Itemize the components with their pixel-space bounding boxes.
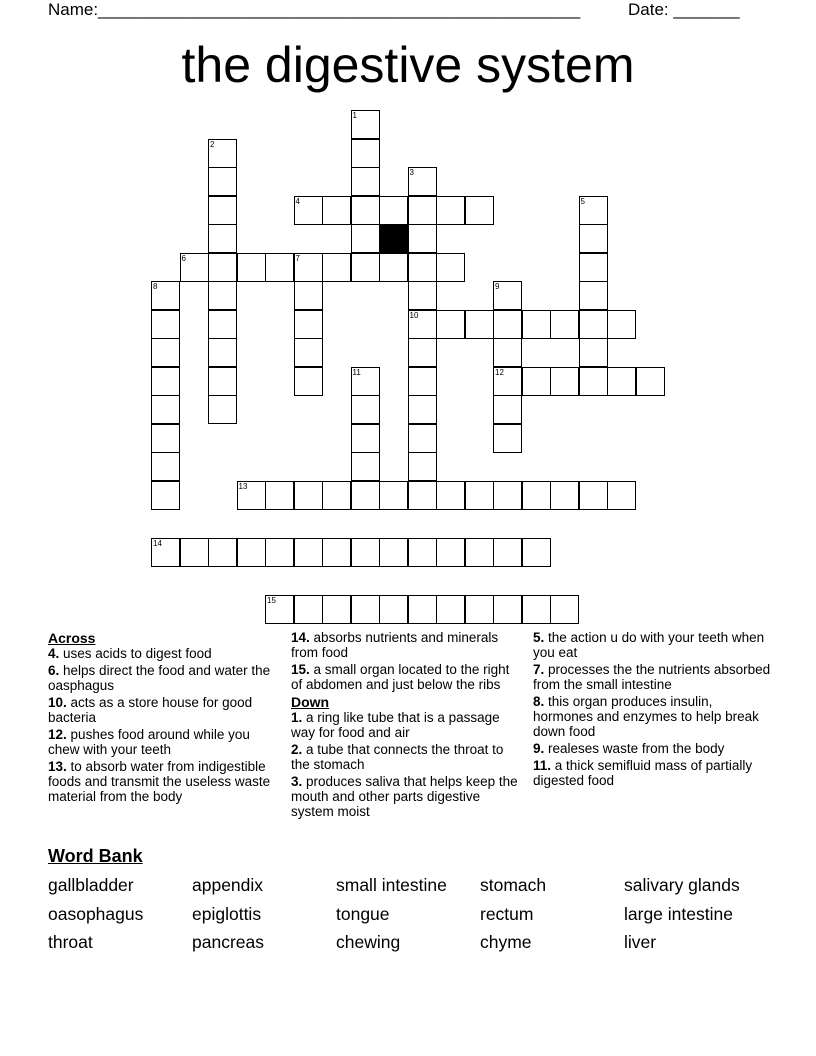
crossword-cell[interactable]: [351, 196, 380, 225]
crossword-cell[interactable]: [208, 367, 237, 396]
clue-number: 2: [210, 139, 215, 149]
crossword-cell[interactable]: [294, 481, 323, 510]
crossword-cell[interactable]: [436, 595, 465, 624]
clue-number: 8: [153, 282, 158, 291]
crossword-cell[interactable]: [351, 253, 380, 282]
crossword-cell[interactable]: [151, 481, 180, 510]
word-bank-word: oasophagus: [48, 904, 144, 924]
clue-number: 9: [495, 282, 500, 291]
crossword-cell[interactable]: [607, 481, 636, 510]
crossword-cell[interactable]: [208, 310, 237, 339]
crossword-cell[interactable]: [408, 595, 437, 624]
crossword-cell[interactable]: [265, 253, 294, 282]
crossword-cell[interactable]: [493, 481, 522, 510]
crossword-cell[interactable]: [465, 481, 494, 510]
crossword-cell[interactable]: [151, 452, 180, 481]
crossword-cell[interactable]: [379, 253, 408, 282]
word-bank-word: pancreas: [192, 932, 264, 952]
crossword-cell[interactable]: [550, 481, 579, 510]
down-heading: Down: [291, 694, 330, 710]
crossword-cell[interactable]: [379, 595, 408, 624]
crossword-cell[interactable]: [579, 481, 608, 510]
crossword-cell[interactable]: [379, 538, 408, 567]
crossword-cell[interactable]: [322, 538, 351, 567]
crossword-cell[interactable]: [550, 595, 579, 624]
name-label: Name:: [48, 0, 99, 19]
crossword-cell[interactable]: [408, 338, 437, 367]
across-heading: Across: [48, 630, 96, 646]
clues-column-1: [48, 630, 280, 806]
crossword-cell[interactable]: [436, 538, 465, 567]
crossword-cell[interactable]: [465, 595, 494, 624]
crossword-cell[interactable]: [579, 310, 608, 339]
crossword-cell[interactable]: [208, 395, 237, 424]
crossword-cell[interactable]: [351, 595, 380, 624]
clue-across-10: 10. acts as a store house for good bacteria: [48, 695, 253, 725]
page-title: the digestive system: [181, 37, 635, 93]
crossword-cell[interactable]: [351, 395, 380, 424]
crossword-cell[interactable]: [408, 281, 437, 310]
clue-down-11: 11. a thick semifluid mass of partially digested food: [533, 758, 753, 788]
crossword-cell[interactable]: [351, 167, 380, 196]
crossword-cell[interactable]: [550, 367, 579, 396]
word-bank-word: small intestine: [336, 875, 447, 895]
clue-down-1: 1. a ring like tube that is a passage way for food and air: [291, 710, 500, 740]
clue-number: 12: [495, 367, 504, 377]
clue-number: 10: [409, 310, 419, 320]
crossword-cell[interactable]: [208, 196, 237, 225]
clue-down-2: 2. a tube that connects the throat to the stomach: [291, 742, 504, 772]
clue-across-13: 13. to absorb water from indigestible foods and transmit the useless waste material from the body: [48, 759, 271, 804]
crossword-cell[interactable]: [408, 424, 437, 453]
clue-down-3: 3. produces saliva that helps keep the mouth and other parts digestive system moist: [291, 774, 518, 819]
crossword-cell[interactable]: [294, 338, 323, 367]
clue-number: 14: [153, 538, 162, 548]
crossword-cell[interactable]: [351, 424, 380, 453]
word-bank-word: gallbladder: [48, 875, 134, 895]
crossword-cell[interactable]: [408, 538, 437, 567]
crossword-cell[interactable]: [408, 196, 437, 225]
crossword-cell[interactable]: [607, 367, 636, 396]
crossword-cell[interactable]: [151, 310, 180, 339]
crossword-cell[interactable]: [436, 253, 465, 282]
crossword-cell[interactable]: [408, 367, 437, 396]
crossword-cell[interactable]: [493, 395, 522, 424]
clue-across-15: 15. a small organ located to the right of abdomen and just below the ribs: [291, 662, 510, 692]
clue-number: 3: [409, 168, 414, 177]
crossword-cell[interactable]: [237, 253, 266, 282]
crossword-cell[interactable]: [208, 224, 237, 253]
clue-number: 7: [295, 253, 300, 263]
word-bank-word: appendix: [192, 875, 264, 895]
clue-number: 13: [238, 481, 248, 491]
word-bank-word: chyme: [480, 932, 532, 952]
crossword-cell[interactable]: [465, 196, 494, 225]
crossword-cell[interactable]: [408, 452, 437, 481]
crossword-cell[interactable]: [579, 253, 608, 282]
crossword-cell[interactable]: [351, 139, 380, 168]
clue-number: 1: [352, 111, 357, 120]
crossword-cell[interactable]: [151, 424, 180, 453]
crossword-cell[interactable]: [408, 395, 437, 424]
crossword-cell[interactable]: [436, 310, 465, 339]
crossword-cell[interactable]: [208, 281, 237, 310]
crossword-cell[interactable]: [294, 595, 323, 624]
clue-down-5: 5. the action u do with your teeth when you eat: [533, 630, 765, 660]
crossword-cell[interactable]: [607, 310, 636, 339]
crossword-cell[interactable]: [465, 538, 494, 567]
crossword-cell[interactable]: [322, 481, 351, 510]
crossword-cell[interactable]: [294, 281, 323, 310]
crossword-cell[interactable]: [351, 224, 380, 253]
crossword-cell[interactable]: [408, 253, 437, 282]
word-bank-word: tongue: [336, 904, 390, 924]
crossword-cell[interactable]: [151, 338, 180, 367]
crossword-cell[interactable]: [522, 481, 551, 510]
crossword-cell[interactable]: [408, 481, 437, 510]
crossword-cell[interactable]: [522, 310, 551, 339]
crossword-cell[interactable]: [294, 538, 323, 567]
crossword-cell[interactable]: [237, 538, 266, 567]
clue-number: 15: [267, 595, 276, 605]
word-bank-word: liver: [624, 932, 657, 952]
crossword-cell[interactable]: [436, 196, 465, 225]
crossword-cell[interactable]: [351, 481, 380, 510]
crossword-cell[interactable]: [493, 424, 522, 453]
crossword-cell[interactable]: [493, 595, 522, 624]
crossword-cell[interactable]: [550, 310, 579, 339]
crossword-cell[interactable]: [493, 538, 522, 567]
word-bank-word: stomach: [480, 875, 547, 895]
crossword-cell[interactable]: [351, 538, 380, 567]
blocked-cell: [379, 224, 408, 253]
crossword-cell[interactable]: [493, 338, 522, 367]
crossword-cell[interactable]: [522, 595, 551, 624]
crossword-cell[interactable]: [408, 224, 437, 253]
crossword-cell[interactable]: [579, 367, 608, 396]
clue-down-9: 9. realeses waste from the body: [533, 741, 725, 756]
crossword-cell[interactable]: [465, 310, 494, 339]
word-bank-title: Word Bank: [48, 846, 143, 866]
crossword-cell[interactable]: [322, 196, 351, 225]
crossword-cell[interactable]: [493, 310, 522, 339]
word-bank-word: salivary glands: [624, 875, 740, 895]
crossword-cell[interactable]: [579, 338, 608, 367]
clue-number: 5: [580, 196, 585, 206]
clue-across-12: 12. pushes food around while you chew with your teeth: [48, 727, 250, 757]
word-bank-word: chewing: [336, 932, 401, 952]
word-bank-word: throat: [48, 932, 93, 952]
crossword-cell[interactable]: [636, 367, 665, 396]
clue-across-14: 14. absorbs nutrients and minerals from food: [291, 630, 499, 660]
crossword-cell[interactable]: [522, 538, 551, 567]
crossword-cell[interactable]: [265, 538, 294, 567]
clue-across-6: 6. helps direct the food and water the oasphagus: [48, 663, 271, 693]
crossword-cell[interactable]: [265, 481, 294, 510]
crossword-cell[interactable]: [208, 338, 237, 367]
clues-column-2: [291, 630, 521, 821]
clue-number: 6: [181, 253, 186, 263]
name-field-line[interactable]: ___________________________________________________: [98, 0, 581, 19]
crossword-cell[interactable]: [379, 481, 408, 510]
clues-column-3: [533, 630, 773, 790]
crossword-cell[interactable]: [322, 595, 351, 624]
clue-down-8: 8. this organ produces insulin, hormones and enzymes to help break down food: [533, 694, 759, 739]
word-bank-word: epiglottis: [192, 904, 262, 924]
clue-down-7: 7. processes the the nutrients absorbed from the small intestine: [533, 662, 771, 692]
crossword-cell[interactable]: [208, 253, 237, 282]
clue-across-4: 4. uses acids to digest food: [48, 646, 212, 661]
date-field[interactable]: Date: _______: [628, 0, 740, 19]
clue-number: 4: [295, 196, 300, 206]
crossword-cell[interactable]: [579, 281, 608, 310]
crossword-cell[interactable]: [151, 395, 180, 424]
crossword-cell[interactable]: [436, 481, 465, 510]
crossword-cell[interactable]: [151, 367, 180, 396]
crossword-cell[interactable]: [208, 167, 237, 196]
crossword-cell[interactable]: [579, 224, 608, 253]
crossword-cell[interactable]: [294, 310, 323, 339]
crossword-cell[interactable]: [522, 367, 551, 396]
crossword-cell[interactable]: [180, 538, 209, 567]
crossword-cell[interactable]: [351, 452, 380, 481]
crossword-cell[interactable]: [322, 253, 351, 282]
crossword-cell[interactable]: [208, 538, 237, 567]
crossword-cell[interactable]: [379, 196, 408, 225]
word-bank-word: rectum: [480, 904, 534, 924]
word-bank-word: large intestine: [624, 904, 733, 924]
clue-number: 11: [352, 367, 361, 377]
crossword-cell[interactable]: [294, 367, 323, 396]
